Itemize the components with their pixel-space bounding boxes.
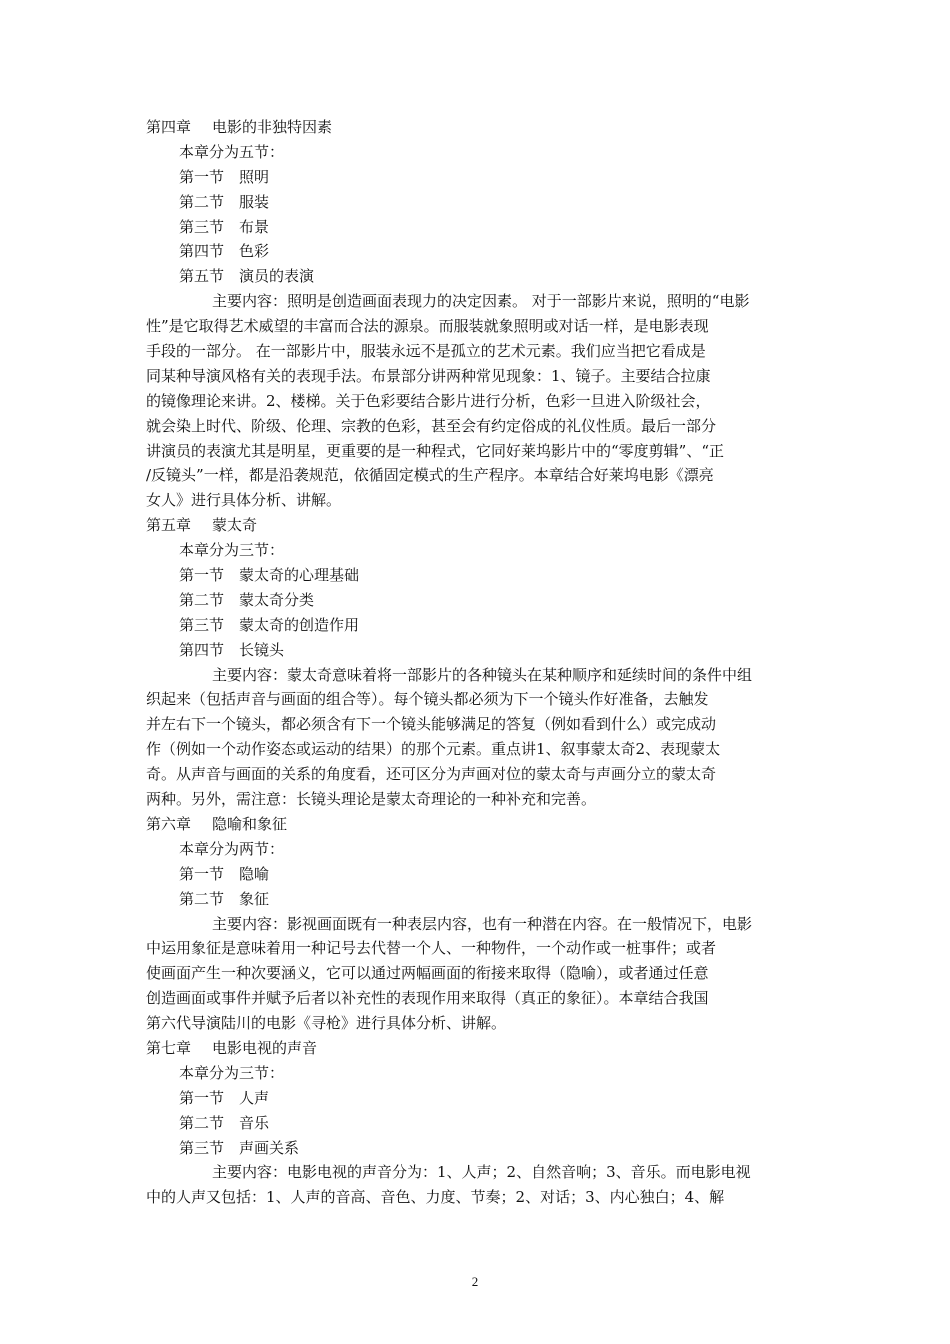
chapter-summary: [146, 912, 806, 1036]
chapter-number: 第四章: [146, 118, 192, 136]
section-item: [146, 239, 806, 264]
chapter-number: 第六章: [146, 814, 192, 833]
summary-line: 主要内容：影视画面既有一种表层内容，也有一种潜在内容。在一般情况下，电影: [212, 914, 753, 933]
summary-line: 手段的一部分。 在一部影片中，服装永远不是孤立的艺术元素。我们应当把它看成是: [146, 342, 706, 361]
section-item: [146, 887, 806, 912]
section-number: 第二节: [179, 1113, 225, 1132]
section-number: 第五节: [179, 267, 225, 286]
chapter-number: 第五章: [146, 516, 192, 535]
section-number: 第四节: [179, 242, 225, 261]
chapter-heading: [146, 513, 806, 538]
section-item: [146, 1111, 806, 1136]
section-title: 音乐: [239, 1113, 270, 1132]
section-item: [146, 613, 806, 638]
chapter-summary: [146, 1160, 806, 1210]
summary-line: 中的人声又包括：1、人声的音高、音色、力度、节奏；2、对话；3、内心独白；4、解: [146, 1188, 725, 1207]
chapter-summary: [146, 663, 806, 812]
summary-line: 同某种导演风格有关的表现手法。布景部分讲两种常见现象：1、镜子。主要结合拉康: [146, 366, 711, 385]
section-title: 人声: [239, 1088, 270, 1107]
summary-line: 创造画面或事件并赋予后者以补充性的表现作用来取得（真正的象征）。本章结合我国: [146, 989, 709, 1008]
section-title: 象征: [239, 889, 270, 908]
section-title: 蒙太奇的创造作用: [239, 615, 360, 634]
section-item: [146, 862, 806, 887]
section-number: 第一节: [179, 566, 225, 585]
section-item: [146, 588, 806, 613]
section-title: 照明: [239, 167, 270, 186]
section-number: 第四节: [179, 640, 225, 659]
summary-line: 女人》进行具体分析、讲解。: [146, 491, 342, 510]
section-title: 蒙太奇分类: [239, 590, 315, 609]
chapter-title: 电影的非独特因素: [212, 118, 333, 136]
section-number: 第三节: [179, 615, 225, 634]
summary-line: 织起来（包括声音与画面的组合等）。每个镜头都必须为下一个镜头作好准备，去触发: [146, 690, 709, 709]
section-item: [146, 638, 806, 663]
section-item: [146, 1136, 806, 1161]
summary-line: 中运用象征是意味着用一种记号去代替一个人、一种物件，一个动作或一桩事件；或者: [146, 939, 717, 958]
section-number: 第二节: [179, 192, 225, 211]
chapter-summary: [146, 289, 806, 513]
section-item: [146, 215, 806, 240]
section-number: 第一节: [179, 167, 225, 186]
chapter-title: 隐喻和象征: [212, 814, 288, 833]
summary-line: 性”是它取得艺术威望的丰富而合法的源泉。而服装就象照明或对话一样，是电影表现: [146, 317, 709, 336]
section-title: 演员的表演: [239, 267, 315, 286]
summary-line: 奇。从声音与画面的关系的角度看，还可区分为声画对位的蒙太奇与声画分立的蒙太奇: [146, 765, 717, 784]
summary-line: /反镜头”一样，都是沿袭规范，依循固定模式的生产程序。本章结合好莱坞电影《漂亮: [146, 466, 714, 485]
summary-line: 就会染上时代、阶级、伦理、宗教的色彩，甚至会有约定俗成的礼仪性质。最后一部分: [146, 416, 717, 435]
chapter-intro: 本章分为三节：: [179, 541, 285, 560]
section-number: 第一节: [179, 1088, 225, 1107]
summary-line: 主要内容：照明是创造画面表现力的决定因素。 对于一部影片来说，照明的“电影: [212, 292, 750, 311]
section-number: 第二节: [179, 889, 225, 908]
summary-line: 主要内容：蒙太奇意味着将一部影片的各种镜头在某种顺序和延续时间的条件中组: [212, 665, 753, 684]
section-item: [146, 563, 806, 588]
section-title: 服装: [239, 192, 270, 211]
chapter-intro: 本章分为三节：: [179, 1063, 285, 1082]
chapter-intro: 本章分为两节：: [179, 839, 285, 858]
section-title: 声画关系: [239, 1138, 300, 1157]
chapter-intro: 本章分为五节：: [179, 142, 285, 161]
section-number: 第二节: [179, 590, 225, 609]
summary-line: 并左右下一个镜头，都必须含有下一个镜头能够满足的答复（例如看到什么）或完成动: [146, 715, 717, 734]
section-item: [146, 264, 806, 289]
summary-line: 的镜像理论来讲。2、楼梯。关于色彩要结合影片进行分析，色彩一旦进入阶级社会，: [146, 391, 711, 410]
section-item: [146, 1086, 806, 1111]
section-title: 长镜头: [239, 640, 285, 659]
section-title: 隐喻: [239, 864, 270, 883]
section-number: 第三节: [179, 217, 225, 236]
summary-line: 主要内容：电影电视的声音分为：1、人声；2、自然音响；3、音乐。而电影电视: [212, 1163, 751, 1182]
section-item: [146, 165, 806, 190]
chapter-title: 蒙太奇: [212, 516, 258, 535]
section-number: 第一节: [179, 864, 225, 883]
section-title: 蒙太奇的心理基础: [239, 566, 360, 585]
chapter-number: 第七章: [146, 1038, 192, 1057]
section-number: 第三节: [179, 1138, 225, 1157]
chapter-heading: [146, 1036, 806, 1061]
section-title: 色彩: [239, 242, 270, 261]
page-content: [146, 115, 806, 1210]
chapter-heading: [146, 115, 806, 140]
section-title: 布景: [239, 217, 270, 236]
summary-line: 两种。另外，需注意：长镜头理论是蒙太奇理论的一种补充和完善。: [146, 790, 597, 809]
page-number: 2: [471, 1274, 479, 1289]
summary-line: 第六代导演陆川的电影《寻枪》进行具体分析、讲解。: [146, 1014, 507, 1033]
summary-line: 讲演员的表演尤其是明星，更重要的是一种程式，它同好莱坞影片中的“零度剪辑”、“正: [146, 441, 725, 460]
chapter-title: 电影电视的声音: [212, 1038, 318, 1057]
summary-line: 使画面产生一种次要涵义，它可以通过两幅画面的衔接来取得（隐喻），或者通过任意: [146, 964, 709, 983]
chapter-heading: [146, 812, 806, 837]
section-item: [146, 190, 806, 215]
summary-line: 作（例如一个动作姿态或运动的结果）的那个元素。重点讲1、叙事蒙太奇2、表现蒙太: [146, 740, 721, 759]
